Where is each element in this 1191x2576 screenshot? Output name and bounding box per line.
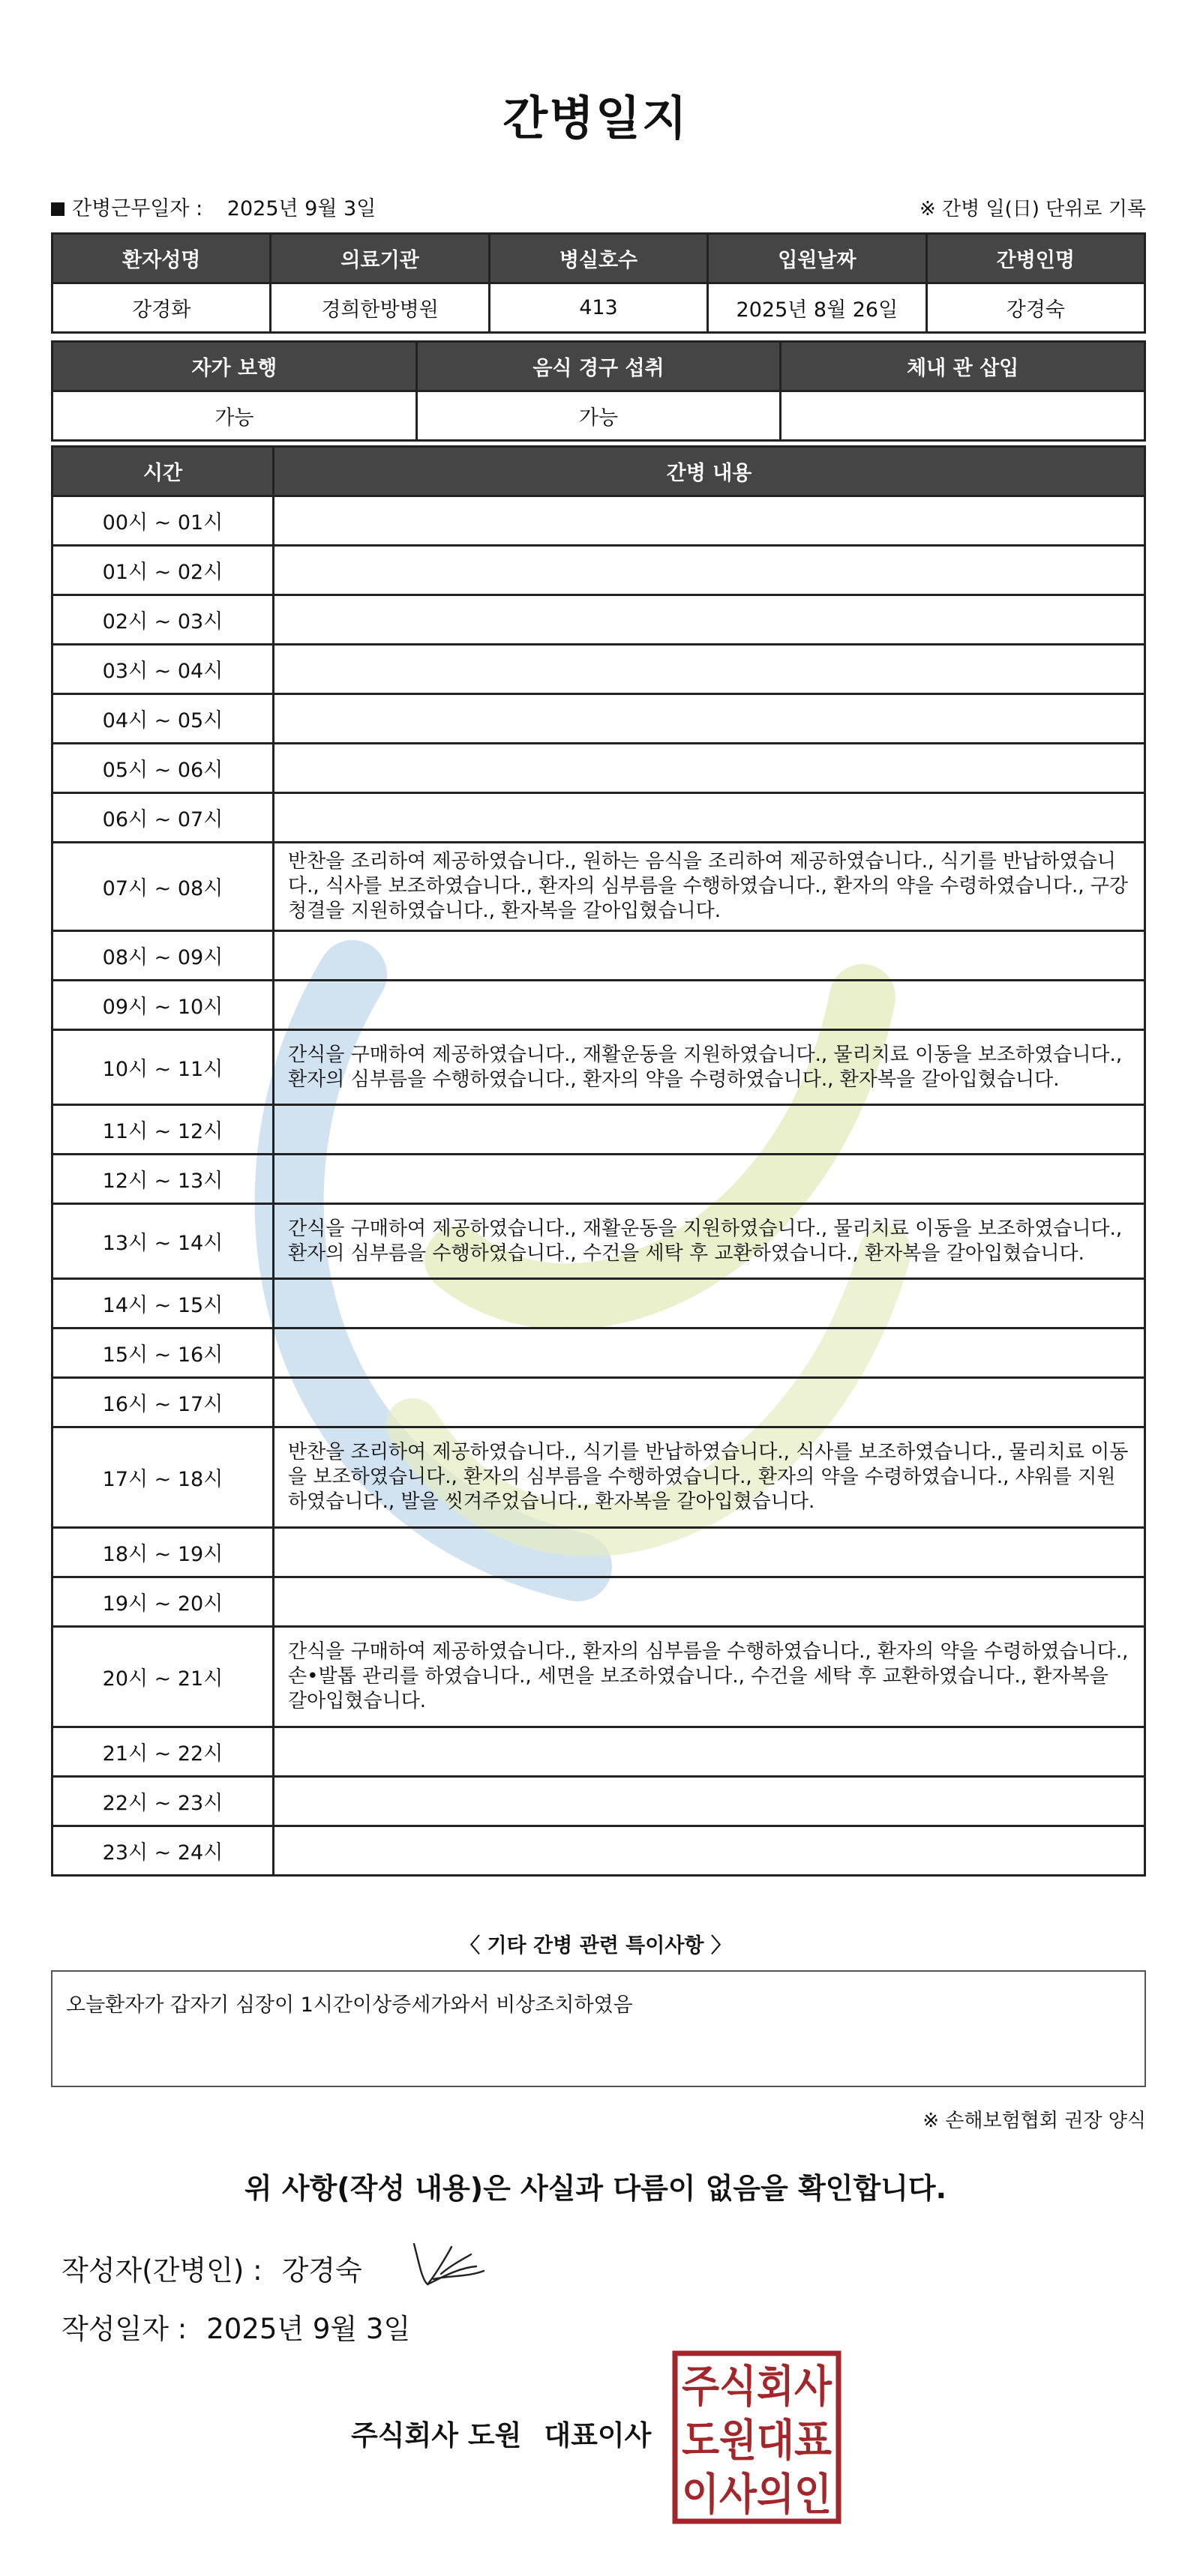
log-content: 간식을 구매하여 제공하였습니다., 재활운동을 지원하였습니다., 물리치료 이동을 보조하였습니다., 환자의 심부름을 수행하였습니다., 수건을 세탁 후 교환하였습니다., 환자복을 갈아입혔습니다. [274,1204,1145,1279]
log-time: 16시 ~ 17시 [52,1378,274,1427]
written-date [62,2306,410,2347]
notes-box [51,1970,1146,2087]
log-content: 간식을 구매하여 제공하였습니다., 환자의 심부름을 수행하였습니다., 환자의 약을 수령하였습니다., 손•발톱 관리를 하였습니다., 세면을 보조하였습니다., 수건을 세탁 후 교환하였습니다., 환자복을 갈아입혔습니다. [274,1627,1145,1727]
log-content [274,1328,1145,1378]
hospital: 경희한방병원 [271,283,489,333]
tube-insertion [781,391,1145,441]
log-time: 17시 ~ 18시 [52,1427,274,1528]
log-row [52,1378,1145,1427]
log-time: 22시 ~ 23시 [52,1777,274,1826]
log-row [52,1030,1145,1105]
square-bullet-icon [51,202,64,216]
log-row [52,1328,1145,1378]
header-room: 병실호수 [489,234,707,283]
log-time: 03시 ~ 04시 [52,645,274,694]
header-self-walking: 자가 보행 [52,342,417,391]
log-content [274,1378,1145,1427]
log-row [52,1279,1145,1328]
log-row [52,744,1145,793]
notes-content: 오늘환자가 갑자기 심장이 1시간이상증세가와서 비상조치하였음 [66,1993,633,2017]
log-time: 20시 ~ 21시 [52,1627,274,1727]
work-date-label: 간병근무일자 [72,197,190,220]
author [62,2248,362,2288]
log-row [52,1155,1145,1204]
header-hospital: 의료기관 [271,234,489,283]
written-date-label: 작성일자 : [62,2313,188,2345]
log-content [274,694,1145,744]
log-content [274,496,1145,546]
header-tube-insertion: 체내 관 삽입 [781,342,1145,391]
log-content [274,1727,1145,1777]
log-content [274,645,1145,694]
log-time: 18시 ~ 19시 [52,1528,274,1577]
log-time: 13시 ~ 14시 [52,1204,274,1279]
svg-text:이사의인: 이사의인 [682,2469,832,2520]
work-date [51,192,376,221]
log-row [52,546,1145,595]
log-time: 05시 ~ 06시 [52,744,274,793]
log-time: 14시 ~ 15시 [52,1279,274,1328]
log-time: 09시 ~ 10시 [52,981,274,1030]
self-walking: 가능 [52,391,417,441]
log-time: 04시 ~ 05시 [52,694,274,744]
log-time: 01시 ~ 02시 [52,546,274,595]
patient-info-table [51,232,1146,334]
log-row [52,1204,1145,1279]
written-date-value: 2025년 9월 3일 [206,2313,411,2345]
log-row [52,1627,1145,1727]
log-content: 반찬을 조리하여 제공하였습니다., 원하는 음식을 조리하여 제공하였습니다., 식기를 반납하였습니다., 식사를 보조하였습니다., 환자의 심부름을 수행하였습니다., 환자의 약을 수령하였습니다., 구강청결을 지원하였습니다., 환자복을 갈아입혔습니다. [274,843,1145,931]
log-time: 12시 ~ 13시 [52,1155,274,1204]
log-content [274,1279,1145,1328]
log-time: 19시 ~ 20시 [52,1577,274,1627]
company-role: 대표이사 [544,2419,652,2452]
header-time: 시간 [52,447,274,496]
work-date-value: 2025년 9월 3일 [226,197,376,220]
log-content [274,1577,1145,1627]
log-content [274,1777,1145,1826]
svg-text:도원대표: 도원대표 [682,2415,832,2466]
log-row [52,1427,1145,1528]
patient-name: 강경화 [52,283,271,333]
author-name: 강경숙 [281,2254,362,2287]
log-row [52,1105,1145,1155]
patient-status-table [51,340,1146,442]
header-patient-name: 환자성명 [52,234,271,283]
log-time: 08시 ~ 09시 [52,931,274,981]
company [351,2413,651,2453]
log-row [52,1577,1145,1627]
log-time: 21시 ~ 22시 [52,1727,274,1777]
document-title: 간병일지 [502,91,688,145]
svg-text:주식회사: 주식회사 [682,2361,832,2412]
log-content [274,1105,1145,1155]
company-seal [672,2350,842,2524]
log-row [52,931,1145,981]
header-admission-date: 입원날짜 [708,234,926,283]
log-time: 00시 ~ 01시 [52,496,274,546]
author-label: 작성자(간병인) : [62,2254,262,2287]
log-content [274,931,1145,981]
unit-note: ※ 간병 일(日) 단위로 기록 [919,198,1146,220]
log-row [52,694,1145,744]
log-time: 07시 ~ 08시 [52,843,274,931]
admission-date: 2025년 8월 26일 [708,283,926,333]
log-row [52,793,1145,843]
confirmation-statement: 위 사항(작성 내용)은 사실과 다름이 없음을 확인합니다. [244,2172,947,2205]
log-time: 06시 ~ 07시 [52,793,274,843]
log-row [52,645,1145,694]
notes-title: 〈 기타 간병 관련 특이사항 〉 [460,1934,731,1957]
caregiver-name: 강경숙 [926,283,1144,333]
work-date-sep: : [196,197,203,220]
oral-intake: 가능 [416,391,781,441]
header-care-content: 간병 내용 [274,447,1145,496]
log-time: 02시 ~ 03시 [52,595,274,645]
log-row [52,496,1145,546]
log-row [52,1777,1145,1826]
log-row [52,1528,1145,1577]
log-content [274,744,1145,793]
log-time: 15시 ~ 16시 [52,1328,274,1378]
recommendation-note: ※ 손해보험협회 권장 양식 [922,2110,1146,2132]
log-content [274,981,1145,1030]
log-content [274,1826,1145,1876]
log-content [274,1528,1145,1577]
log-content [274,793,1145,843]
log-row [52,981,1145,1030]
log-row [52,1727,1145,1777]
signature [405,2238,488,2294]
log-row [52,595,1145,645]
room-number: 413 [489,283,707,333]
log-content [274,1155,1145,1204]
company-name: 주식회사 도원 [351,2419,522,2452]
log-time: 11시 ~ 12시 [52,1105,274,1155]
log-content: 간식을 구매하여 제공하였습니다., 재활운동을 지원하였습니다., 물리치료 이동을 보조하였습니다., 환자의 심부름을 수행하였습니다., 환자의 약을 수령하였습니다., 환자복을 갈아입혔습니다. [274,1030,1145,1105]
care-log-table [51,445,1146,1877]
log-content [274,595,1145,645]
log-row [52,1826,1145,1876]
header-caregiver: 간병인명 [926,234,1144,283]
header-oral-intake: 음식 경구 섭취 [416,342,781,391]
log-content [274,546,1145,595]
log-row [52,843,1145,931]
log-time: 23시 ~ 24시 [52,1826,274,1876]
log-content: 반찬을 조리하여 제공하였습니다., 식기를 반납하였습니다., 식사를 보조하였습니다., 물리치료 이동을 보조하였습니다., 환자의 심부름을 수행하였습니다., 환자의 약을 수령하였습니다., 샤워를 지원하였습니다., 발을 씻겨주었습니다., 환자복을 갈아입혔습니다. [274,1427,1145,1528]
log-time: 10시 ~ 11시 [52,1030,274,1105]
